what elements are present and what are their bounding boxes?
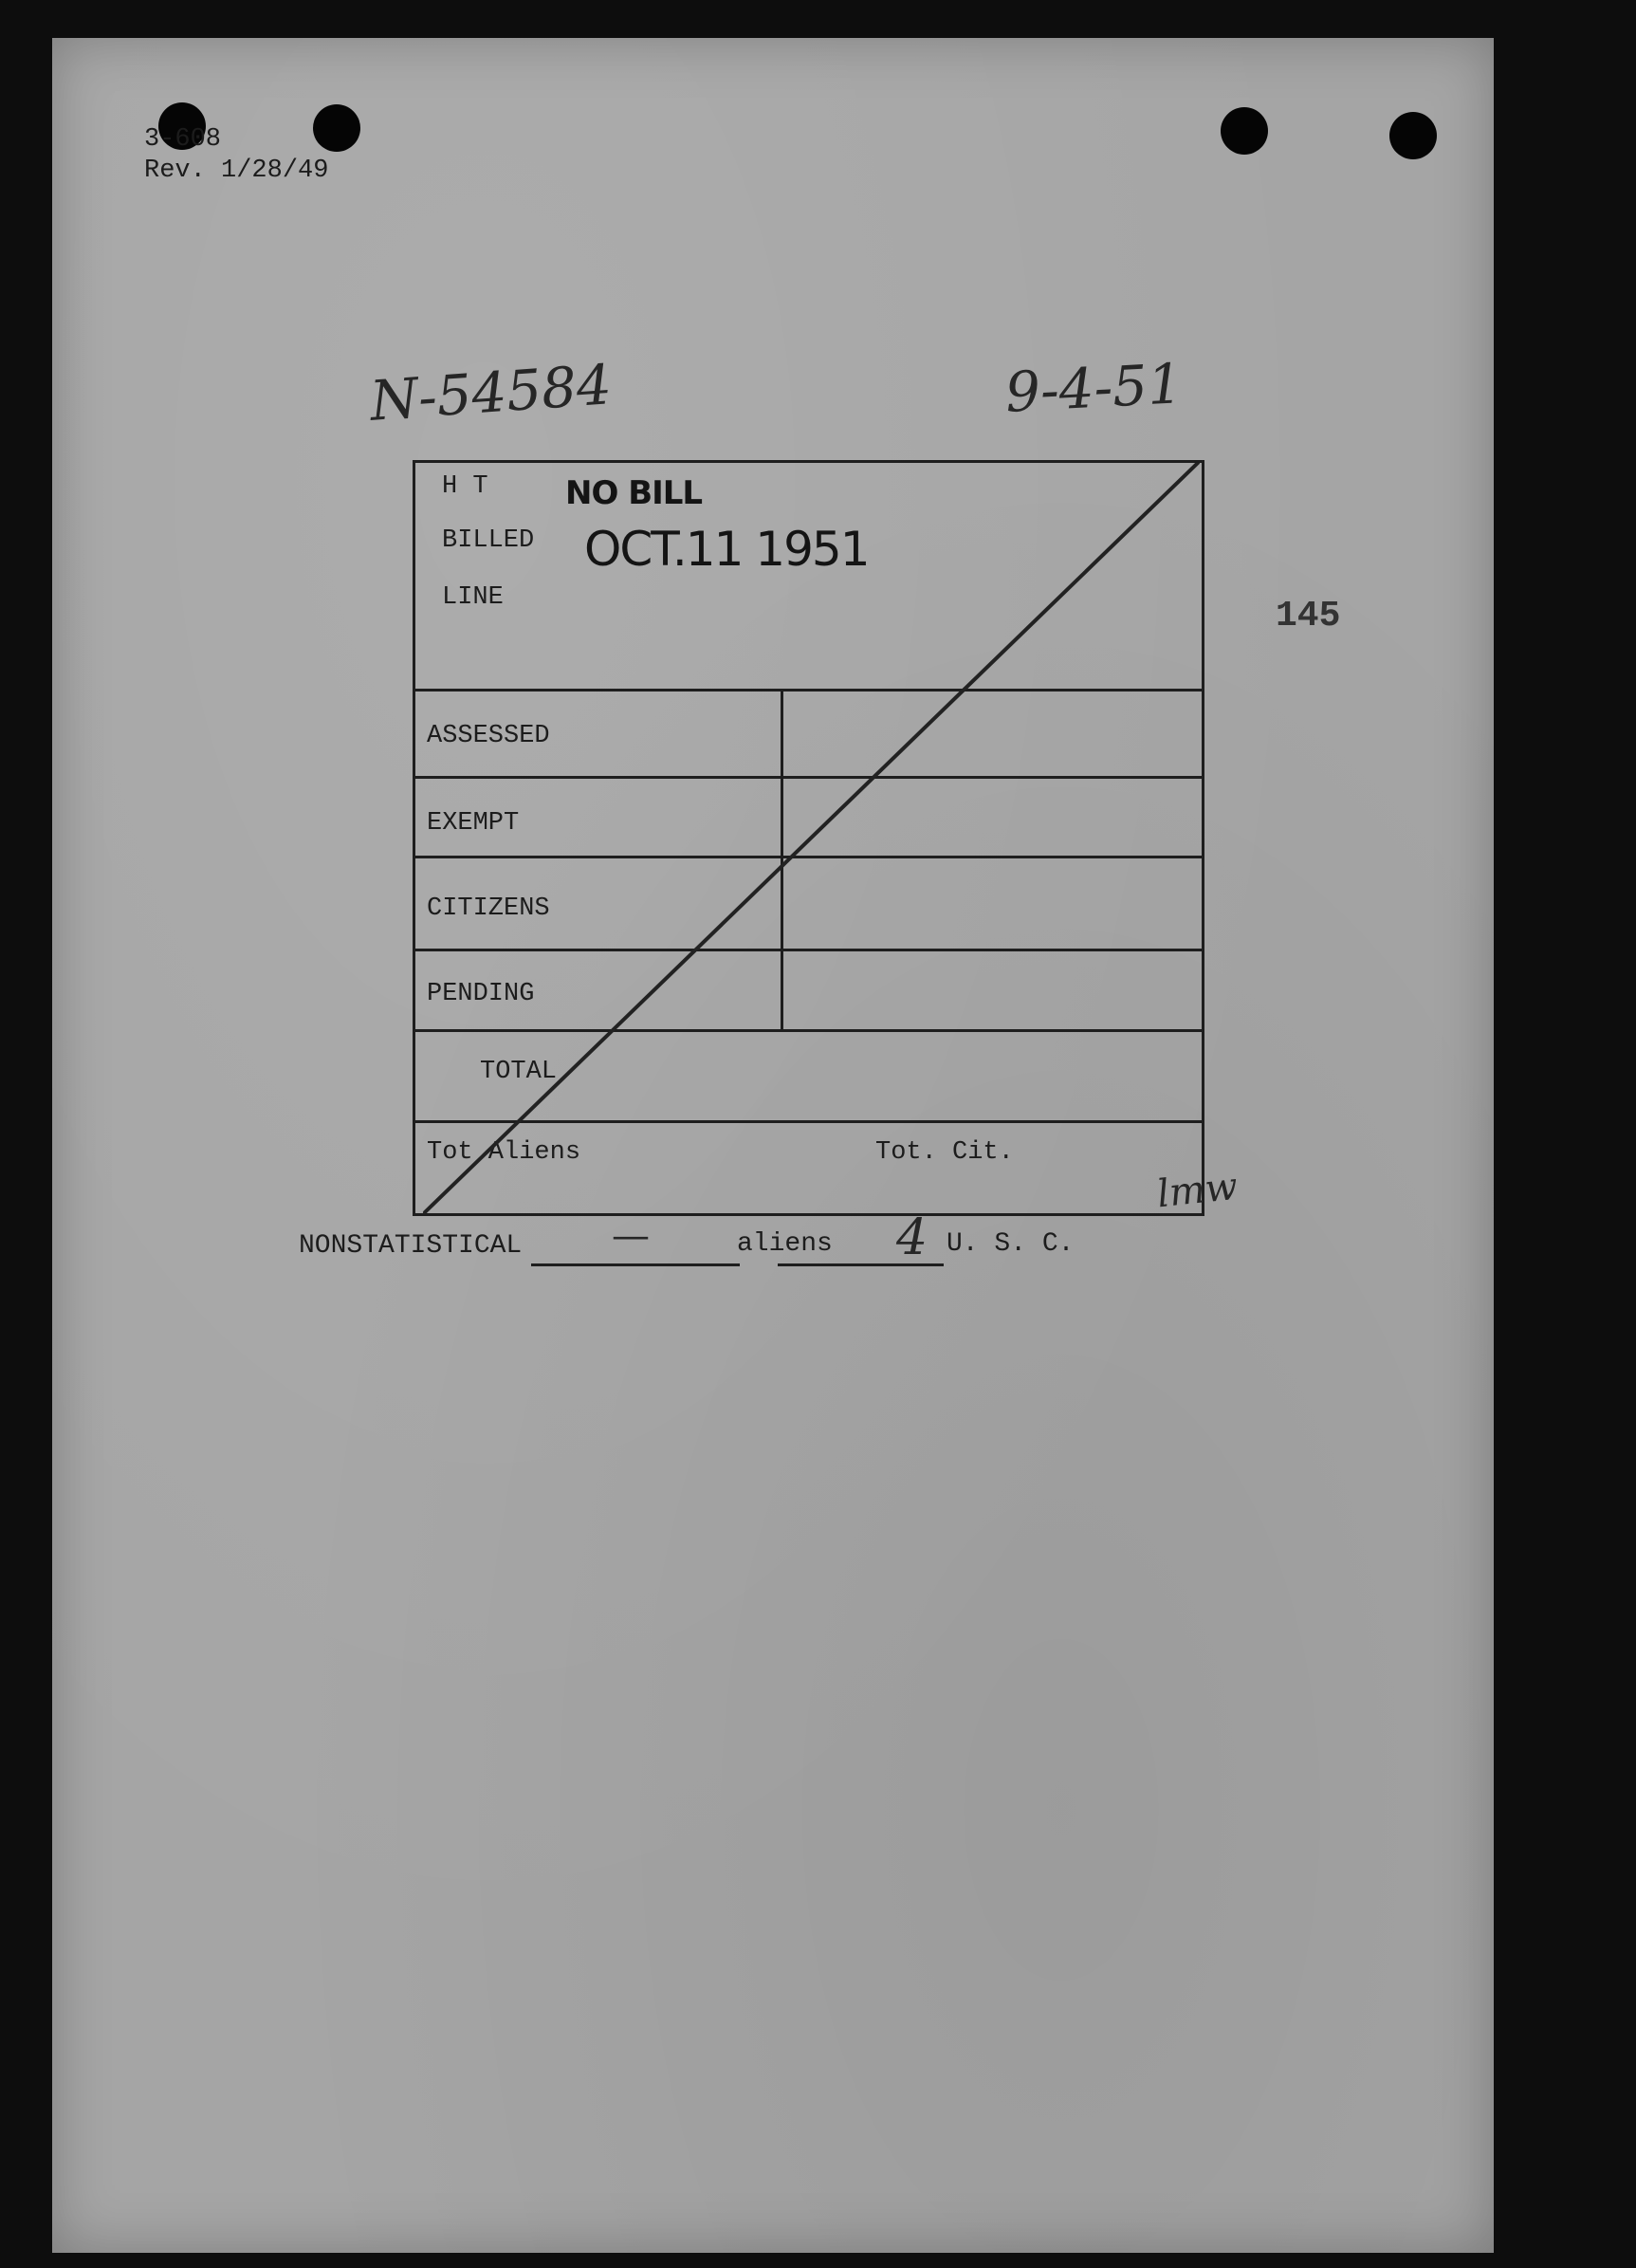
file-number: N-54584 [367, 352, 614, 433]
label-total: TOTAL [480, 1058, 558, 1086]
label-tot-cit: Tot. Cit. [875, 1138, 1014, 1167]
cross-out-line [415, 463, 1207, 1219]
label-exempt: EXEMPT [427, 809, 520, 838]
handwritten-date: 9-4-51 [1003, 351, 1185, 425]
form-revision: Rev. 1/28/49 [144, 157, 329, 185]
page-number: 145 [1276, 596, 1341, 636]
label-pending: PENDING [427, 980, 535, 1008]
label-tot-aliens: Tot Aliens [427, 1138, 581, 1167]
aliens-label: aliens [737, 1229, 833, 1259]
usc-value: 4 [896, 1209, 928, 1266]
label-assessed: ASSESSED [427, 722, 550, 750]
initials: lmw [1154, 1164, 1241, 1217]
punch-hole-left-2 [313, 104, 360, 152]
usc-label: U. S. C. [947, 1229, 1075, 1259]
aliens-underline [531, 1263, 740, 1266]
tally-form-table [413, 460, 1204, 1216]
stamp-no-bill: NO BILL [565, 474, 703, 512]
label-line: LINE [442, 583, 504, 612]
punch-hole-right-1 [1221, 107, 1268, 155]
form-number: 3-608 [144, 125, 222, 154]
label-billed: BILLED [442, 526, 535, 555]
nonstatistical-label: NONSTATISTICAL [299, 1231, 523, 1261]
stamp-date: OCT.11 1951 [584, 522, 869, 577]
label-ht: H T [442, 472, 488, 501]
punch-hole-right-2 [1389, 112, 1437, 159]
aliens-value: — [612, 1214, 650, 1258]
label-citizens: CITIZENS [427, 894, 550, 923]
paper-sheet [52, 38, 1494, 2253]
